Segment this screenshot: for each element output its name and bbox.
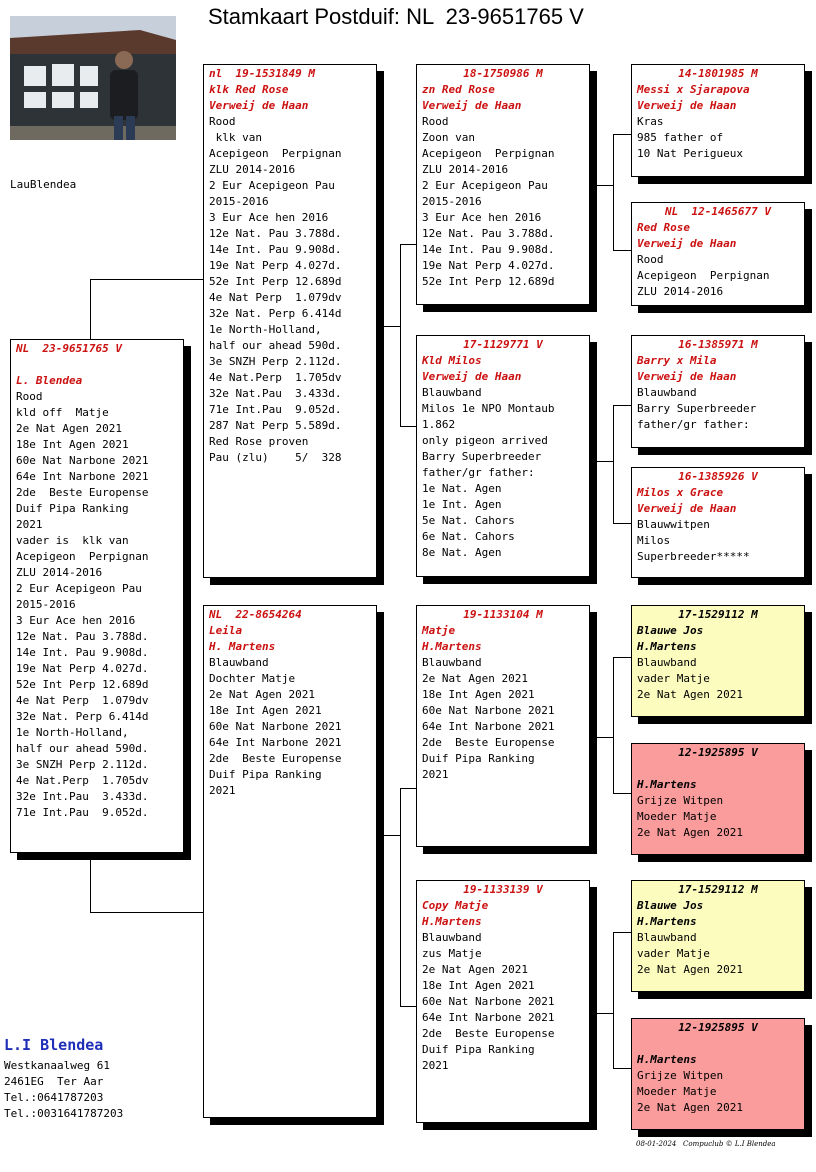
detail-line: 64e Int Narbone 2021 [422,1011,555,1024]
detail-line: Kras [637,115,664,128]
detail-line: Rood [422,115,449,128]
ring-number: 17-1129771 V [463,338,543,351]
pigeon-name: Kld Milos [422,354,482,367]
detail-line: Duif Pipa Ranking [422,752,535,765]
connector-line [90,279,91,340]
owner-phone: Tel.:0641787203 [4,1091,104,1104]
pigeon-details [209,114,371,466]
breeder-name: Verweij de Haan [637,370,737,383]
pigeon-details [637,252,799,300]
ring-number: 16-1385971 M [678,338,758,351]
connector-line [400,1006,417,1007]
pigeon-name: klk Red Rose [209,83,289,96]
connector-line [613,657,614,793]
ring-number: 18-1750986 M [463,67,543,80]
detail-line: 2e Nat Agen 2021 [209,688,315,701]
breeder-name: Verweij de Haan [422,99,522,112]
detail-line: vader Matje [637,947,710,960]
detail-line: Barry Superbreeder [422,450,542,463]
pigeon-card-father[interactable] [203,64,377,578]
ring-number: 19-1133104 M [463,608,543,621]
detail-line: ZLU 2014-2016 [209,163,296,176]
breeder-name: H.Martens [422,915,482,928]
detail-line: Barry Superbreeder [637,402,757,415]
detail-line: Blauwband [637,931,697,944]
detail-line: 2021 [209,784,236,797]
connector-line [589,185,613,186]
detail-line: father/gr father: [637,418,750,431]
detail-line: 12e Nat. Pau 3.788d. [209,227,342,240]
pigeon-card-fmm[interactable] [631,467,805,578]
detail-line: Zoon van [422,131,475,144]
connector-line [613,793,632,794]
connector-line [589,737,613,738]
detail-line: 64e Int Narbone 2021 [16,470,149,483]
ring-number: 12-1925895 V [678,746,758,759]
detail-line: 2de Beste Europense [422,1027,555,1040]
detail-line: 1e Nat. Agen [422,482,502,495]
detail-line: 4e Nat.Perp 1.705dv [209,371,342,384]
detail-line: 2021 [16,518,43,531]
pigeon-details [637,385,799,433]
detail-line: Rood [209,115,236,128]
breeder-name: H.Martens [637,778,697,791]
pigeon-name: Matje [422,624,456,637]
detail-line: half our ahead 590d. [16,742,149,755]
pigeon-name: Red Rose [637,221,690,234]
pigeon-name: Messi x Sjarapova [637,83,750,96]
detail-line: 2de Beste Europense [16,486,149,499]
breeder-name: H.Martens [422,640,482,653]
detail-line: Blauwband [422,656,482,669]
pigeon-card-fmf[interactable] [631,335,805,448]
detail-line: 2 Eur Acepigeon Pau [209,179,335,192]
pigeon-name: Milos x Grace [637,486,724,499]
pigeon-card-mmm[interactable] [631,1018,805,1130]
pigeon-details [209,655,371,799]
detail-line: 2 Eur Acepigeon Pau [16,582,142,595]
detail-line: 2e Nat Agen 2021 [637,826,743,839]
pigeon-card-mmf[interactable] [631,880,805,992]
detail-line: 71e Int.Pau 9.052d. [16,806,149,819]
breeder-name: H.Martens [637,640,697,653]
breeder-name: H.Martens [637,1053,697,1066]
pigeon-card-mother[interactable] [203,605,377,1118]
connector-line [613,932,614,1068]
pigeon-name [637,761,799,777]
detail-line: half our ahead 590d. [209,339,342,352]
detail-line: Blauwband [637,656,697,669]
pigeon-card-main[interactable] [10,339,184,853]
connector-line [613,405,614,523]
owner-name: L.I Blendea [4,1036,104,1054]
detail-line: 19e Nat Perp 4.027d. [16,662,149,675]
detail-line: 64e Int Narbone 2021 [422,720,555,733]
detail-line: Blauwband [637,386,697,399]
detail-line: 14e Int. Pau 9.908d. [209,243,342,256]
detail-line: 3 Eur Ace hen 2016 [16,614,136,627]
detail-line: Blauwband [209,656,269,669]
owner-address: Westkanaalweg 61 [4,1059,110,1072]
pigeon-details [422,385,584,561]
detail-line: 2015-2016 [16,598,76,611]
pigeon-details [422,655,584,783]
pigeon-card-fff[interactable] [631,64,805,177]
detail-line: Grijze Witpen [637,1069,724,1082]
detail-line: zus Matje [422,947,482,960]
detail-line: 52e Int Perp 12.689d [209,275,342,288]
ring-number: 14-1801985 M [678,67,758,80]
ring-number: 16-1385926 V [678,470,758,483]
detail-line: 18e Int Agen 2021 [209,704,322,717]
connector-line [400,788,401,1006]
pigeon-details [637,1068,799,1116]
detail-line: only pigeon arrived [422,434,548,447]
pigeon-card-mfm[interactable] [631,743,805,855]
pigeon-name: Blauwe Jos [637,624,704,637]
detail-line: 32e Nat. Perp 6.414d [16,710,149,723]
detail-line: Milos 1e NPO Montaub [422,402,555,415]
pigeon-card-mm[interactable] [416,880,590,1123]
connector-line [613,932,632,933]
detail-line: Milos [637,534,671,547]
ring-number: nl 19-1531849 M [209,67,315,80]
detail-line: 19e Nat Perp 4.027d. [422,259,555,272]
detail-line: 2015-2016 [209,195,269,208]
loft-photo [10,16,176,140]
connector-line [613,134,632,135]
detail-line: Blauwband [422,386,482,399]
detail-line: vader is klk van [16,534,129,547]
detail-line: 1e Int. Agen [422,498,502,511]
detail-line: 2e Nat Agen 2021 [16,422,122,435]
connector-line [400,788,417,789]
detail-line: Acepigeon Perpignan [422,147,555,160]
owner-phone-intl: Tel.:0031641787203 [4,1107,124,1120]
loft-photo-image [10,16,176,140]
detail-line: Moeder Matje [637,1085,717,1098]
pigeon-name [16,357,178,373]
detail-line: 60e Nat Narbone 2021 [16,454,149,467]
detail-line: 3 Eur Ace hen 2016 [422,211,542,224]
pigeon-card-ff[interactable] [416,64,590,305]
detail-line: 18e Int Agen 2021 [422,979,535,992]
detail-line: 64e Int Narbone 2021 [209,736,342,749]
pigeon-details [422,930,584,1074]
connector-line [613,523,632,524]
detail-line: 12e Nat. Pau 3.788d. [422,227,555,240]
connector-line [376,835,400,836]
detail-line: 6e Nat. Cahors [422,530,515,543]
detail-line: 985 father of [637,131,724,144]
detail-line: Rood [637,253,664,266]
pigeon-card-mff[interactable] [631,605,805,717]
detail-line: Duif Pipa Ranking [16,502,129,515]
detail-line: vader Matje [637,672,710,685]
pigeon-details [637,793,799,841]
detail-line: 2e Nat Agen 2021 [637,688,743,701]
detail-line: Duif Pipa Ranking [422,1043,535,1056]
detail-line: 60e Nat Narbone 2021 [422,995,555,1008]
footer-credit: 08-01-2024 Compuclub © L.I Blendea [636,1140,776,1148]
detail-line: 3e SNZH Perp 2.112d. [16,758,149,771]
detail-line: 287 Nat Perp 5.589d. [209,419,342,432]
detail-line: 1e North-Holland, [209,323,322,336]
breeder-name: Verweij de Haan [637,237,737,250]
detail-line: 18e Int Agen 2021 [16,438,129,451]
pigeon-name: Copy Matje [422,899,489,912]
pigeon-card-mf[interactable] [416,605,590,847]
ring-number: 19-1133139 V [463,883,543,896]
detail-line: Red Rose proven [209,435,309,448]
pigeon-name: Leila [209,624,243,637]
connector-line [613,1068,632,1069]
connector-line [400,426,417,427]
detail-line: 32e Nat. Perp 6.414d [209,307,342,320]
loft-name: LauBlendea [10,178,77,191]
detail-line: Acepigeon Perpignan [637,269,770,282]
detail-line: 4e Nat.Perp 1.705dv [16,774,149,787]
ring-number: NL 23-9651765 V [16,342,122,355]
detail-line: ZLU 2014-2016 [16,566,103,579]
pigeon-details [16,389,178,821]
detail-line: 2de Beste Europense [422,736,555,749]
detail-line: Acepigeon Perpignan [209,147,342,160]
connector-line [90,852,91,912]
pigeon-details [637,930,799,978]
ring-number: 17-1529112 M [678,608,758,621]
connector-line [400,244,417,245]
page-title: Stamkaart Postduif: NL 23-9651765 V [208,4,584,29]
breeder-name: Verweij de Haan [422,370,522,383]
detail-line: Pau (zlu) 5/ 328 [209,451,342,464]
detail-line: Superbreeder***** [637,550,750,563]
pigeon-details [637,114,799,162]
connector-line [589,461,613,462]
pigeon-details [422,114,584,290]
detail-line: Dochter Matje [209,672,296,685]
detail-line: 1.862 [422,418,456,431]
detail-line: Blauwband [422,931,482,944]
connector-line [613,250,632,251]
detail-line: 14e Int. Pau 9.908d. [422,243,555,256]
connector-line [90,279,204,280]
detail-line: Blauwwitpen [637,518,710,531]
ring-number: 17-1529112 M [678,883,758,896]
detail-line: 5e Nat. Cahors [422,514,515,527]
connector-line [613,657,632,658]
detail-line: 60e Nat Narbone 2021 [209,720,342,733]
detail-line: Moeder Matje [637,810,717,823]
breeder-name: H. Martens [209,640,276,653]
ring-number: NL 22-8654264 [209,608,302,621]
detail-line: Grijze Witpen [637,794,724,807]
detail-line: 2e Nat Agen 2021 [637,1101,743,1114]
connector-line [376,326,400,327]
detail-line: ZLU 2014-2016 [637,285,724,298]
connector-line [613,405,632,406]
detail-line: 1e North-Holland, [16,726,129,739]
connector-line [589,1013,613,1014]
detail-line: 2e Nat Agen 2021 [422,672,528,685]
detail-line: 32e Nat.Pau 3.433d. [209,387,342,400]
breeder-name: H.Martens [637,915,697,928]
detail-line: kld off Matje [16,406,109,419]
breeder-name: Verweij de Haan [637,99,737,112]
ring-number: 12-1925895 V [678,1021,758,1034]
detail-line: 4e Nat Perp 1.079dv [16,694,149,707]
detail-line: klk van [209,131,262,144]
detail-line: 3 Eur Ace hen 2016 [209,211,329,224]
pigeon-name: Barry x Mila [637,354,717,367]
pigeon-details [637,517,799,565]
owner-postcode: 2461EG Ter Aar [4,1075,104,1088]
breeder-name: L. Blendea [16,374,83,387]
detail-line: 71e Int.Pau 9.052d. [209,403,342,416]
detail-line: 60e Nat Narbone 2021 [422,704,555,717]
pigeon-name: Blauwe Jos [637,899,704,912]
detail-line: 14e Int. Pau 9.908d. [16,646,149,659]
detail-line: ZLU 2014-2016 [422,163,509,176]
detail-line: 52e Int Perp 12.689d [16,678,149,691]
breeder-name: Verweij de Haan [209,99,309,112]
connector-line [613,134,614,250]
detail-line: 2 Eur Acepigeon Pau [422,179,548,192]
detail-line: 2021 [422,1059,449,1072]
connector-line [400,244,401,426]
pigeon-name: zn Red Rose [422,83,495,96]
connector-line [90,912,204,913]
detail-line: 10 Nat Perigueux [637,147,743,160]
pigeon-card-fm[interactable] [416,335,590,577]
detail-line: 3e SNZH Perp 2.112d. [209,355,342,368]
pigeon-card-ffm[interactable] [631,202,805,306]
ring-number: NL 12-1465677 V [665,205,771,218]
detail-line: father/gr father: [422,466,535,479]
detail-line: Duif Pipa Ranking [209,768,322,781]
detail-line: 4e Nat Perp 1.079dv [209,291,342,304]
detail-line: 2e Nat Agen 2021 [422,963,528,976]
detail-line: 8e Nat. Agen [422,546,502,559]
pigeon-details [637,655,799,703]
detail-line: 12e Nat. Pau 3.788d. [16,630,149,643]
detail-line: 18e Int Agen 2021 [422,688,535,701]
detail-line: Acepigeon Perpignan [16,550,149,563]
detail-line: 2de Beste Europense [209,752,342,765]
detail-line: 32e Int.Pau 3.433d. [16,790,149,803]
detail-line: 52e Int Perp 12.689d [422,275,555,288]
detail-line: Rood [16,390,43,403]
pigeon-name [637,1036,799,1052]
detail-line: 2021 [422,768,449,781]
detail-line: 2e Nat Agen 2021 [637,963,743,976]
breeder-name: Verweij de Haan [637,502,737,515]
detail-line: 2015-2016 [422,195,482,208]
owner-block [4,1036,123,1122]
detail-line: 19e Nat Perp 4.027d. [209,259,342,272]
